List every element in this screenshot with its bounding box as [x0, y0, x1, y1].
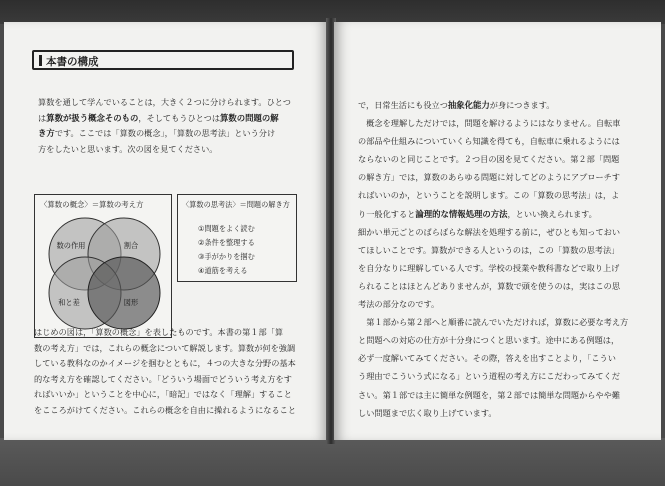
body-text: られることはほとんどありませんが，算数で頭を使うのは，実はこの思 — [358, 280, 621, 291]
venn-label-geometry: 図形 — [123, 298, 139, 307]
intro-bold-method-end: き方 — [38, 128, 55, 139]
intro-paragraph — [38, 95, 304, 157]
intro-line-4: 方をしたいと思います。次の図を見てください。 — [38, 143, 218, 154]
body-line — [358, 313, 640, 331]
thinking-step-2: ②条件を整理する — [198, 238, 255, 247]
body-text: 考法の部分なのです。 — [358, 299, 440, 310]
body-paragraph-right — [358, 96, 640, 422]
intro-bold-method: 算数の問題の解 — [220, 112, 279, 123]
body-text: の部品や仕組みについていくら知識を得ても，自転車に乗れるようには — [358, 136, 620, 147]
body-line — [358, 367, 640, 385]
right-page — [334, 22, 661, 440]
body-line — [358, 259, 640, 277]
body-text: 概念を理解しただけでは，問題を解けるようにはなりません。自転車 — [358, 118, 621, 129]
venn-circle-geometry — [88, 257, 160, 329]
section-title: 本書の構成 — [46, 56, 99, 68]
body-line — [358, 132, 640, 150]
body-line — [358, 241, 640, 259]
body-line — [358, 96, 640, 114]
body-paragraph-left — [34, 325, 304, 419]
venn-diagram — [35, 195, 171, 337]
thinking-step-3: ③手がかりを掴む — [198, 252, 255, 261]
body-line — [358, 205, 640, 223]
left-page — [4, 22, 328, 440]
section-heading-box — [32, 50, 294, 70]
body-line: はじめの図は，「算数の概念」を表したものです。本書の第１部「算 — [34, 327, 284, 337]
body-line: ればいいか」ということを中心に，「暗記」ではなく「理解」すること — [34, 389, 292, 400]
body-line — [358, 150, 640, 168]
body-line: している教科なのかイメージを掴むとともに，４つの大きな分野の基本 — [34, 358, 296, 369]
body-text: 必ず一度解いてみてください。その際，答えを出すことより，「こうい — [358, 353, 616, 364]
intro-line-3 — [38, 126, 304, 142]
venn-label-ratio: 割合 — [123, 241, 139, 250]
venn-title: 〈算数の概念〉＝算数の考え方 — [40, 200, 144, 209]
body-text: ればいいのか，ということを説明します。この「算数の思考法」は，よ — [358, 190, 620, 201]
thinking-title: 〈算数の思考法〉＝問題の解き方 — [182, 200, 290, 209]
body-text: の解き方」では，算数のあらゆる問題に対してどのようにアプローチす — [358, 172, 621, 183]
body-text: と問題への対応の仕方が十分身につくと思います。途中にある例題は， — [358, 335, 620, 346]
body-line — [358, 386, 640, 404]
body-line — [358, 114, 640, 132]
body-line: 数の考え方」では，これらの概念について解説します。算数が何を強調 — [34, 342, 296, 353]
heading-bar-mark — [39, 55, 42, 66]
body-line — [358, 168, 640, 186]
thinking-step-4: ④道筋を考える — [198, 266, 248, 275]
venn-label-number-operation: 数の作用 — [56, 241, 86, 250]
venn-label-sum-difference: 和と差 — [58, 298, 80, 307]
body-line — [358, 186, 640, 204]
body-text: う理由でこういう式になる」という道程の考え方にこだわってみてくだ — [358, 371, 620, 382]
intro-text: ，そしてもうひとつは — [138, 112, 221, 123]
body-line — [358, 404, 640, 422]
body-text: が身につきます。 — [489, 100, 555, 110]
body-line — [358, 295, 640, 313]
concept-venn-panel — [34, 194, 172, 338]
body-line: 的な考え方を確認してください。「どういう場面でどういう考え方をす — [34, 373, 292, 384]
body-text: しい問題まで広く取り上げています。 — [358, 407, 497, 418]
body-line — [358, 277, 640, 295]
body-line — [358, 331, 640, 349]
body-text: さい。第１部では主に簡単な例題を，第２部では簡単な問題からやや難 — [358, 389, 621, 400]
thinking-step-1: ①問題をよく読む — [198, 224, 255, 233]
body-text: り一般化すると — [358, 208, 416, 219]
intro-text: は — [38, 112, 47, 123]
bottom-shadow-band — [0, 438, 665, 486]
body-bold-text: 抽象化能力 — [447, 100, 490, 110]
body-text: を自分なりに理解している人です。学校の授業や教科書などで取り上げ — [358, 262, 620, 273]
body-line: をこころがけてください。これらの概念を自由に操れるようになること — [34, 404, 297, 415]
body-text: 第１部から第２部へと順番に読んでいただければ，算数に必要な考え方 — [358, 317, 629, 328]
intro-text: です。ここでは「算数の概念」，「算数の思考法」という分け — [54, 128, 276, 139]
intro-bold-concept: 算数が扱う概念そのもの — [46, 112, 139, 123]
body-text: ならないのと同じことです。２つ目の図を見てください。第２部「問題 — [358, 154, 620, 165]
body-line — [358, 223, 640, 241]
intro-line-1: 算数を通して学んでいることは，大きく２つに分けられます。ひとつ — [38, 97, 291, 107]
body-text: 細かい単元ごとのばらばらな解法を処理する前に，ぜひとも知っておい — [358, 226, 621, 237]
body-text: ，といい換えられます。 — [507, 208, 597, 219]
body-text: で，日常生活にも役立つ — [358, 100, 448, 110]
intro-line-2 — [38, 111, 304, 127]
body-text: てほしいことです。算数ができる人というのは，この「算数の思考法」 — [358, 244, 620, 255]
thinking-method-panel — [177, 194, 297, 282]
body-bold-text: 論理的な情報処理の方法 — [415, 208, 508, 219]
body-line — [358, 349, 640, 367]
